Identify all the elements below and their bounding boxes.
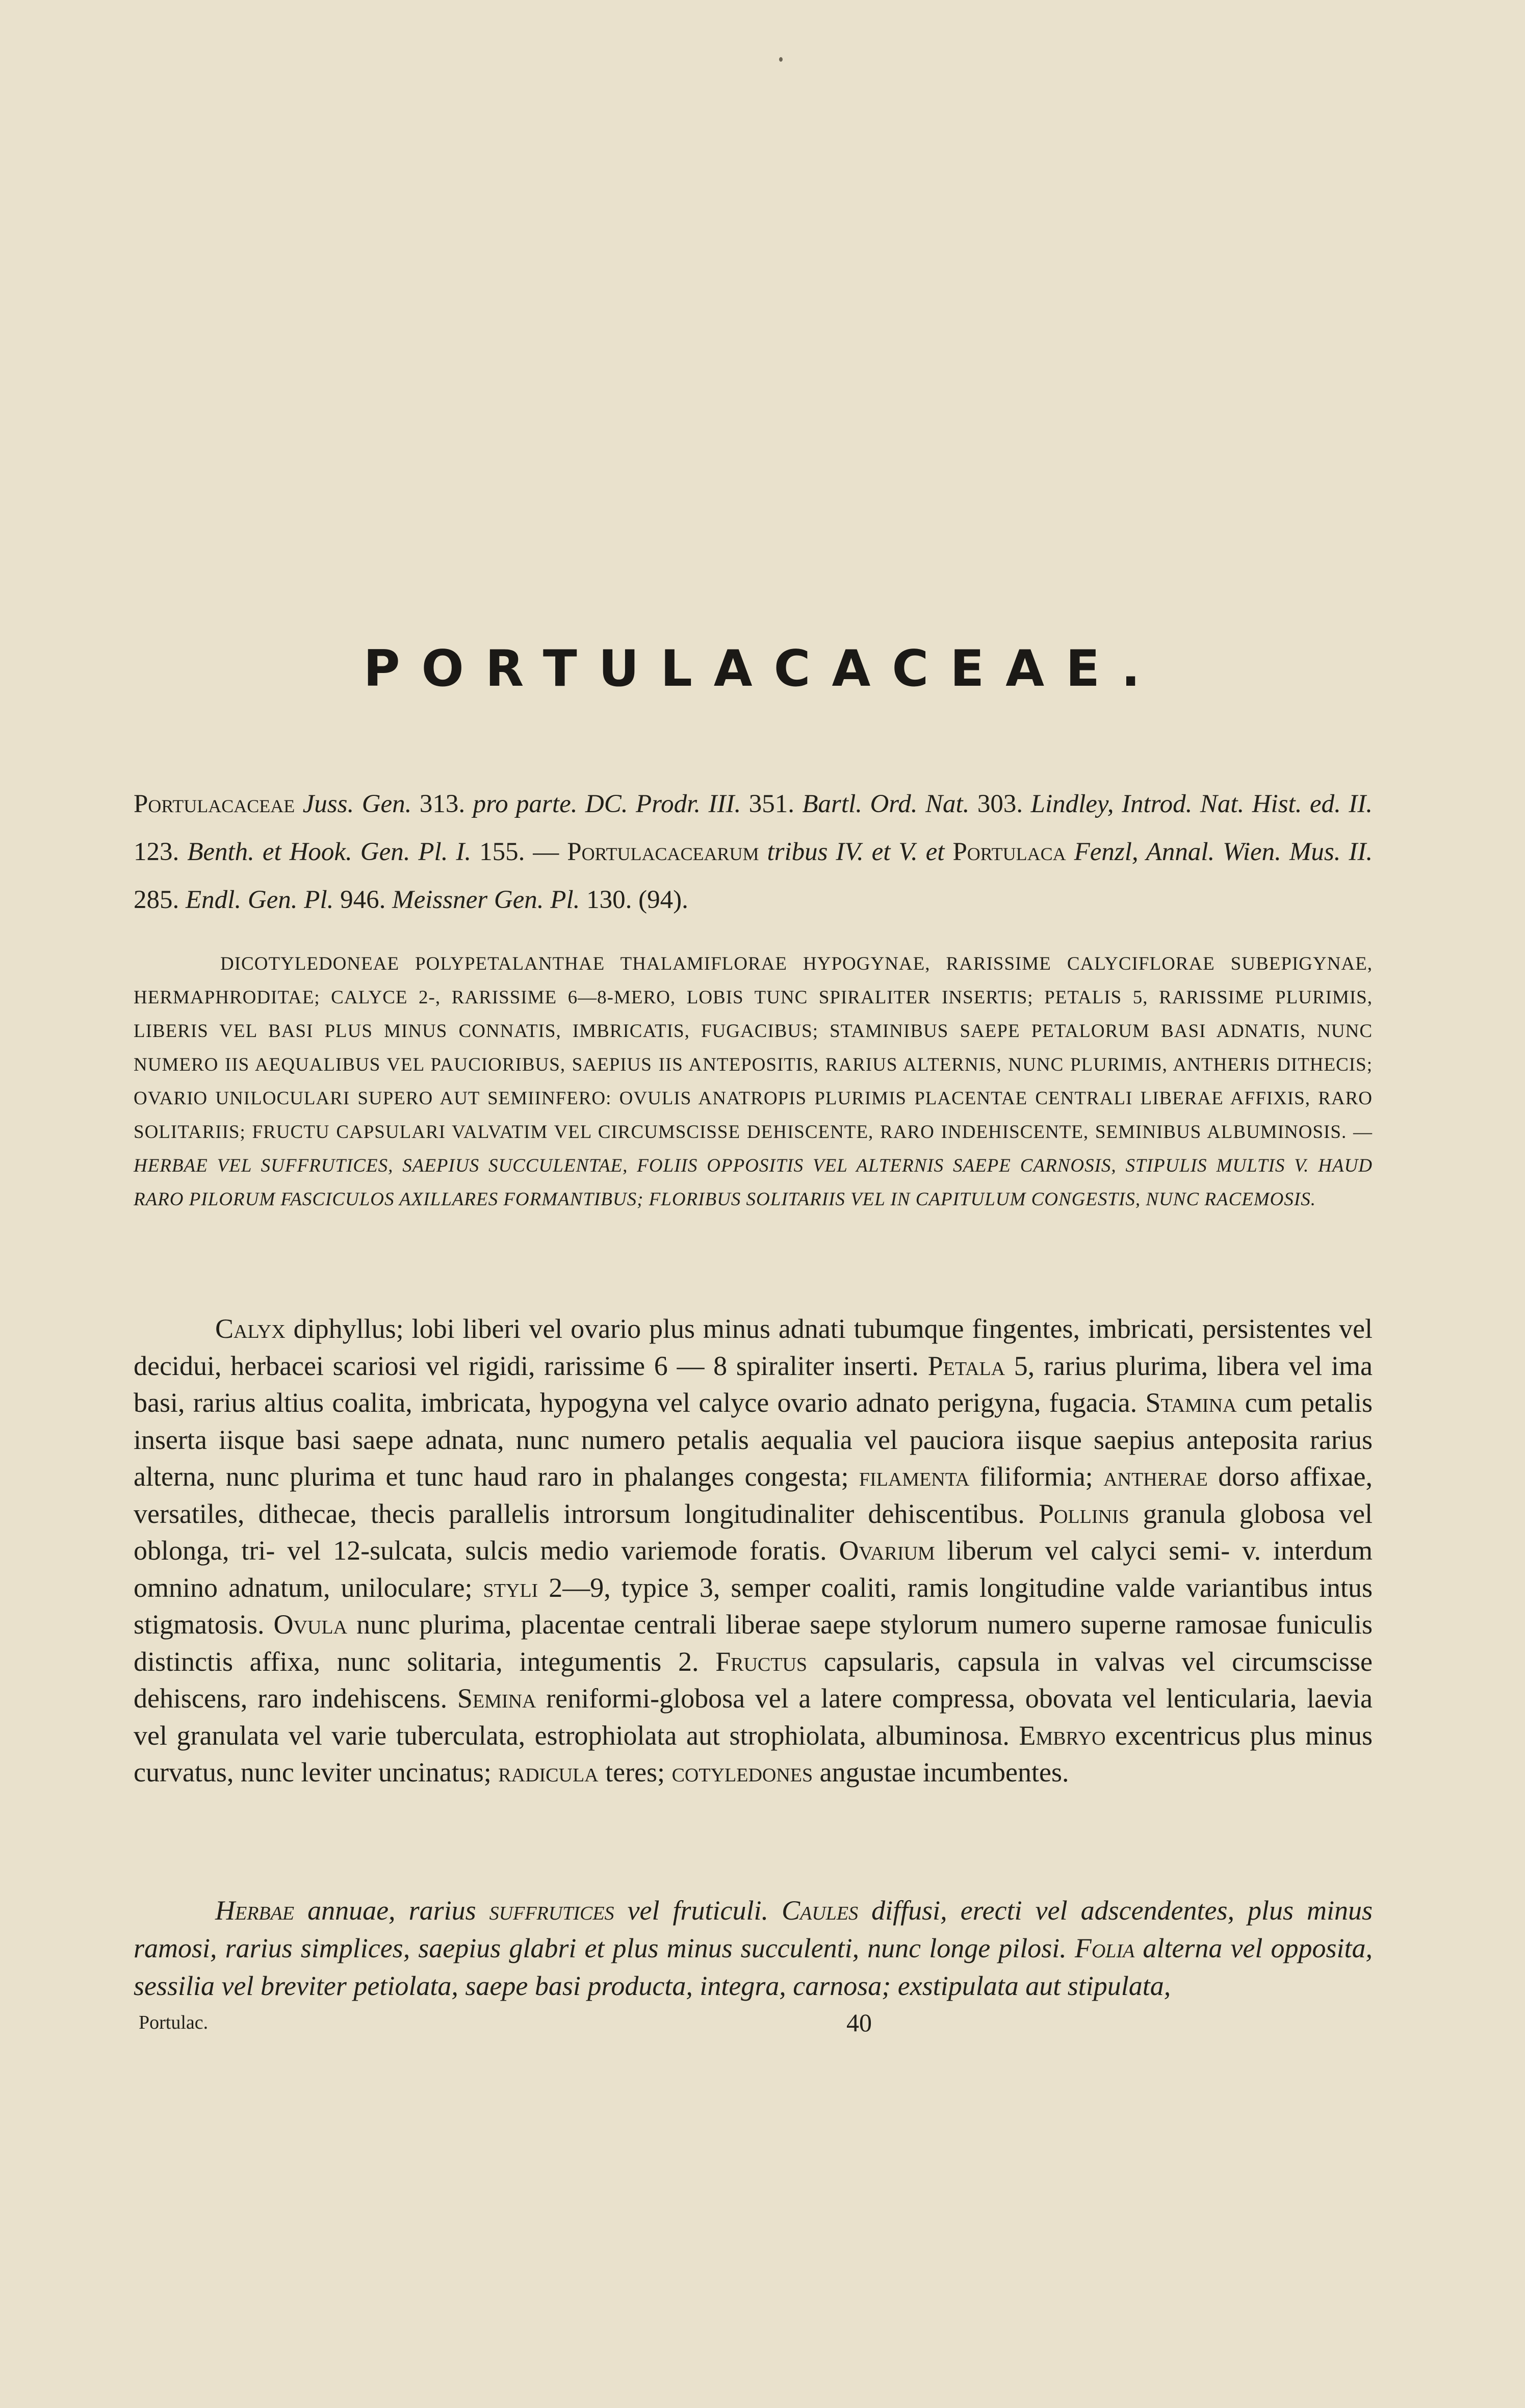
ref-num: 123.	[134, 838, 179, 866]
page-number: 40	[846, 2008, 872, 2037]
ref-cite: pro parte.	[473, 790, 578, 818]
term-heading: Folia	[1074, 1933, 1135, 1963]
term-text: alterna vel opposita, sessilia vel breviter petiolata, saepe basi producta, integra, carnosa; exstipulata aut stipulata,	[134, 1933, 1373, 2001]
term-text: filiformia;	[979, 1461, 1093, 1492]
term-heading: Embryo	[1019, 1720, 1106, 1751]
term-heading: Herbae	[215, 1895, 295, 1926]
term-text: annuae, rarius	[307, 1895, 476, 1926]
ref-num: 130. (94).	[586, 886, 688, 914]
ref-cite: Bartl. Ord. Nat.	[802, 790, 970, 818]
diagnosis-text: DICOTYLEDONEAE POLYPETALANTHAE THALAMIFLORAE HYPOGYNAE, RARISSIME CALYCIFLORAE SUBEPIGYNAE, HERMAPHRODITAE; CALYCE 2-, RARISSIME 6—8-MERO, LOBIS TUNC SPIRALITER INSERTIS; PETALIS 5, RARISSIME PLURIMIS, LIBERIS VEL BASI PLUS MINUS CONNATIS, IMBRICATIS, FUGACIBUS; STAMINIBUS SAEPE PETALORUM BASI ADNATIS, NUNC NUMERO IIS AEQUALIBUS VEL PAUCIORIBUS, SAEPIUS IIS ANTEPOSITIS, RARIUS ALTERNIS, NUNC PLURIMIS, ANTHERIS DITHECIS; OVARIO UNILOCULARI SUPERO AUT SEMIINFERO: OVULIS ANATROPIS PLURIMIS PLACENTAE CENTRALI LIBERAE AFFIXIS, RARO SOLITARIIS; FRUCTU CAPSULARI VALVATIM VEL CIRCUMSCISSE DEHISCENTE, RARO INDEHISCENTE, SEMINIBUS ALBUMINOSIS. —	[134, 953, 1373, 1143]
term-heading: Fructus	[715, 1646, 808, 1677]
ref-cite: tribus IV. et V. et	[767, 838, 945, 866]
term-heading: styli	[483, 1572, 538, 1603]
ref-cite: Lindley, Introd. Nat. Hist. ed. II.	[1030, 790, 1373, 818]
term-text: capsularis, capsula in valvas vel circumscisse dehiscens, raro indehiscens.	[134, 1646, 1373, 1714]
signature-mark: Portulac.	[139, 2012, 209, 2033]
ref-cite: Meissner Gen. Pl.	[392, 886, 580, 914]
ref-num: 303.	[977, 790, 1023, 818]
ref-cite: Endl. Gen. Pl.	[186, 886, 334, 914]
diagnosis-habit: HERBAE VEL SUFFRUTICES, SAEPIUS SUCCULENTAE, FOLIIS OPPOSITIS VEL ALTERNIS SAEPE CARNOSIS, STIPULIS MULTIS V. HAUD RARO PILORUM FASCICULOS AXILLARES FORMANTIBUS; FLORIBUS SOLITARIIS VEL IN CAPITULUM CONGESTIS, NUNC RACEMOSIS.	[134, 1155, 1373, 1210]
term-heading: Petala	[927, 1350, 1005, 1381]
ref-num: 313.	[419, 790, 466, 818]
term-text: angustae incumbentes.	[819, 1757, 1069, 1788]
ref-num: 351.	[748, 790, 794, 818]
term-text: teres;	[605, 1757, 665, 1788]
ref-num: 155. —	[479, 838, 559, 866]
page-title: PORTULACACEAE.	[363, 640, 1162, 698]
term-heading: Ovarium	[839, 1535, 935, 1566]
term-text: vel fruticuli.	[627, 1895, 769, 1926]
term-heading: Semina	[457, 1683, 536, 1714]
ref-num: 285.	[134, 886, 179, 914]
ref-name: Portulacacearum	[567, 838, 759, 866]
term-text: reniformi-globosa vel a latere compressa, obovata vel lenticularia, laevia vel granulata vel varie tuberculata, estrophiolata aut strophiolata, albuminosa.	[134, 1683, 1373, 1751]
ref-name: Portulaca	[952, 838, 1066, 866]
term-text: granula globosa vel oblonga, tri- vel 12-sulcata, sulcis medio variemode foratis.	[134, 1498, 1373, 1566]
ref-cite: Juss. Gen.	[302, 790, 412, 818]
term-text: liberum vel calyci semi- v. interdum omnino adnatum, uniloculare;	[134, 1535, 1373, 1603]
ref-num: 946.	[340, 886, 386, 914]
term-text: nunc plurima, placentae centrali liberae saepe stylorum numero superne ramosae funiculis distinctis affixa, nunc solitaria, integumentis 2.	[134, 1609, 1373, 1677]
term-text: 5, rarius plurima, libera vel ima basi, rarius altius coalita, imbricata, hypogyna vel calyce ovario adnato perigyna, fugacia.	[134, 1350, 1373, 1418]
ref-name: Portulacaceae	[134, 790, 295, 818]
ref-cite: Fenzl, Annal. Wien. Mus. II.	[1074, 838, 1373, 866]
term-heading: Ovula	[273, 1609, 348, 1640]
ink-speck	[779, 57, 783, 62]
ref-cite: Benth. et Hook. Gen. Pl. I.	[187, 838, 472, 866]
ref-cite: DC. Prodr. III.	[585, 790, 741, 818]
habit-description	[134, 1892, 1373, 2005]
term-heading: Calyx	[215, 1313, 286, 1344]
term-text: excentricus plus minus curvatus, nunc leviter uncinatus;	[134, 1720, 1373, 1788]
term-heading: suffrutices	[489, 1895, 614, 1926]
term-heading: cotyledones	[671, 1757, 813, 1788]
term-text: 2—9, typice 3, semper coaliti, ramis longitudine valde variantibus intus stigmatosis.	[134, 1572, 1373, 1640]
term-text: dorso affixae, versatiles, dithecae, thecis parallelis introrsum longitudinaliter dehiscentibus.	[134, 1461, 1373, 1529]
synonymy-references	[134, 780, 1373, 924]
morphological-description	[134, 1310, 1373, 1791]
term-heading: Caules	[782, 1895, 859, 1926]
term-heading: filamenta	[859, 1461, 970, 1492]
term-text: cum petalis inserta iisque basi saepe adnata, nunc numero petalis aequalia vel pauciora iisque saepius anteposita rarius alterna, nunc plurima et tunc haud raro in phalanges congesta;	[134, 1387, 1373, 1492]
term-text: diffusi, erecti vel adscendentes, plus minus ramosi, rarius simplices, saepius glabri et plus minus succulenti, nunc longe pilosi.	[134, 1895, 1373, 1963]
term-heading: radicula	[498, 1757, 599, 1788]
term-heading: Stamina	[1145, 1387, 1237, 1418]
term-heading: Pollinis	[1038, 1498, 1129, 1529]
family-diagnosis	[134, 947, 1373, 1216]
term-text: diphyllus; lobi liberi vel ovario plus minus adnati tubumque fingentes, imbricati, persistentes vel decidui, herbacei scariosi vel rigidi, rarissime 6 — 8 spiraliter inserti.	[134, 1313, 1373, 1381]
term-heading: antherae	[1103, 1461, 1208, 1492]
